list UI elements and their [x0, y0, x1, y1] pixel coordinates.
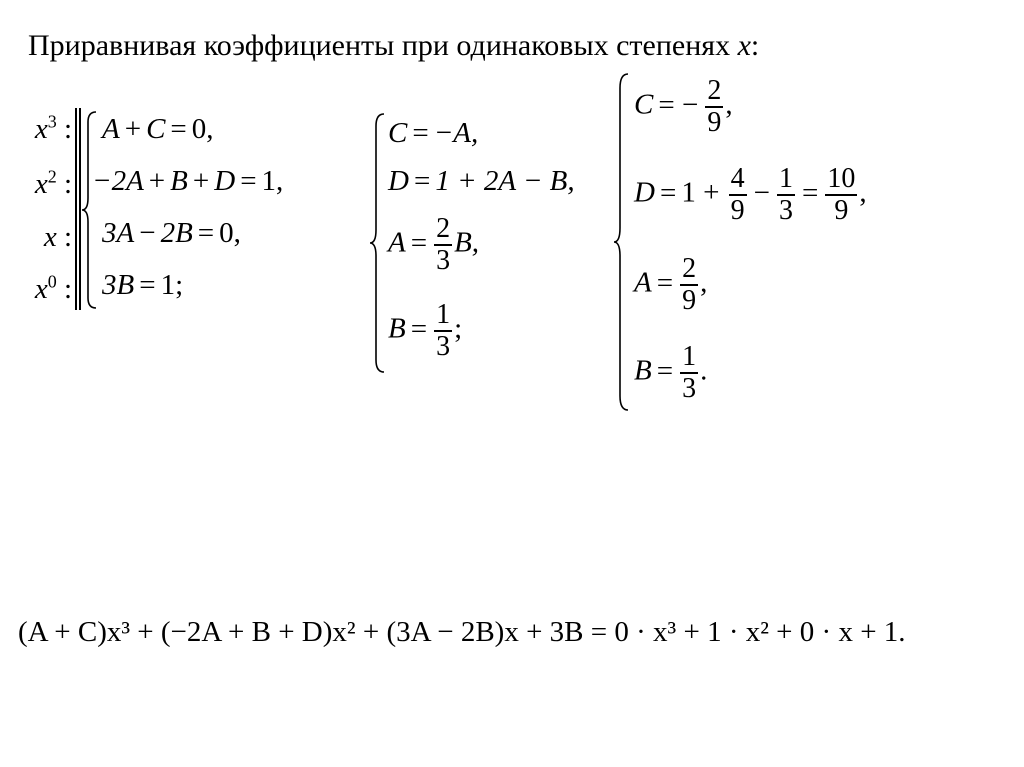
system2-row4: B = $\frac{1}{3}$ ;: [388, 299, 463, 362]
title-colon: :: [750, 29, 760, 62]
separator-bar: [75, 108, 77, 310]
label-x1: x :: [43, 221, 72, 253]
system1-row4: 3B = 1;: [102, 269, 184, 301]
system1-row3: 3A − 2B = 0,: [102, 217, 241, 249]
label-x0: $x^0$ :: [34, 271, 72, 305]
polynomial-identity: (A + C)x³ + (−2A + B + D)x² + (3A − 2B)x + 3B = 0 · x³ + 1 · x² + 0 · x + 1.: [18, 616, 906, 648]
system2-row2: D = 1 + 2A − B,: [388, 165, 575, 197]
system1-row1: A + C = 0,: [102, 113, 214, 145]
brace-system3: [612, 72, 630, 412]
label-x2: $x^2$ :: [34, 166, 72, 200]
system2-row1: C = −A,: [388, 117, 479, 149]
label-x3: $x^3$ :: [34, 111, 72, 145]
system2-row3: A = $\frac{2}{3}$ B,: [388, 213, 480, 276]
system3-row1: C = − $\frac{2}{9}$ ,: [634, 75, 733, 138]
title-variable: x: [737, 29, 751, 62]
brace-system2: [368, 112, 386, 374]
system3-row3: A = $\frac{2}{9}$ ,: [634, 253, 708, 316]
fraction: $\frac{2}{9}$: [682, 253, 697, 316]
fraction: $\frac{4}{9}$: [730, 163, 745, 226]
fraction: $\frac{1}{3}$: [682, 341, 697, 404]
fraction: $\frac{10}{9}$: [827, 163, 856, 226]
page-title: [28, 28, 759, 64]
system3-row2: D = 1 + $\frac{4}{9}$ − $\frac{1}{3}$ = $\frac{10}{9}$ ,: [634, 163, 867, 226]
title-text: Приравнивая коэффициенты при одинаковых степенях: [28, 29, 738, 62]
fraction: $\frac{1}{3}$: [779, 163, 794, 226]
fraction: $\frac{2}{3}$: [436, 213, 451, 276]
fraction: $\frac{1}{3}$: [436, 299, 451, 362]
system3-row4: B = $\frac{1}{3}$ .: [634, 341, 708, 404]
brace-system1: [80, 110, 98, 310]
system1-row2: −2A + B + D = 1,: [92, 165, 284, 197]
fraction: $\frac{2}{9}$: [707, 75, 722, 138]
